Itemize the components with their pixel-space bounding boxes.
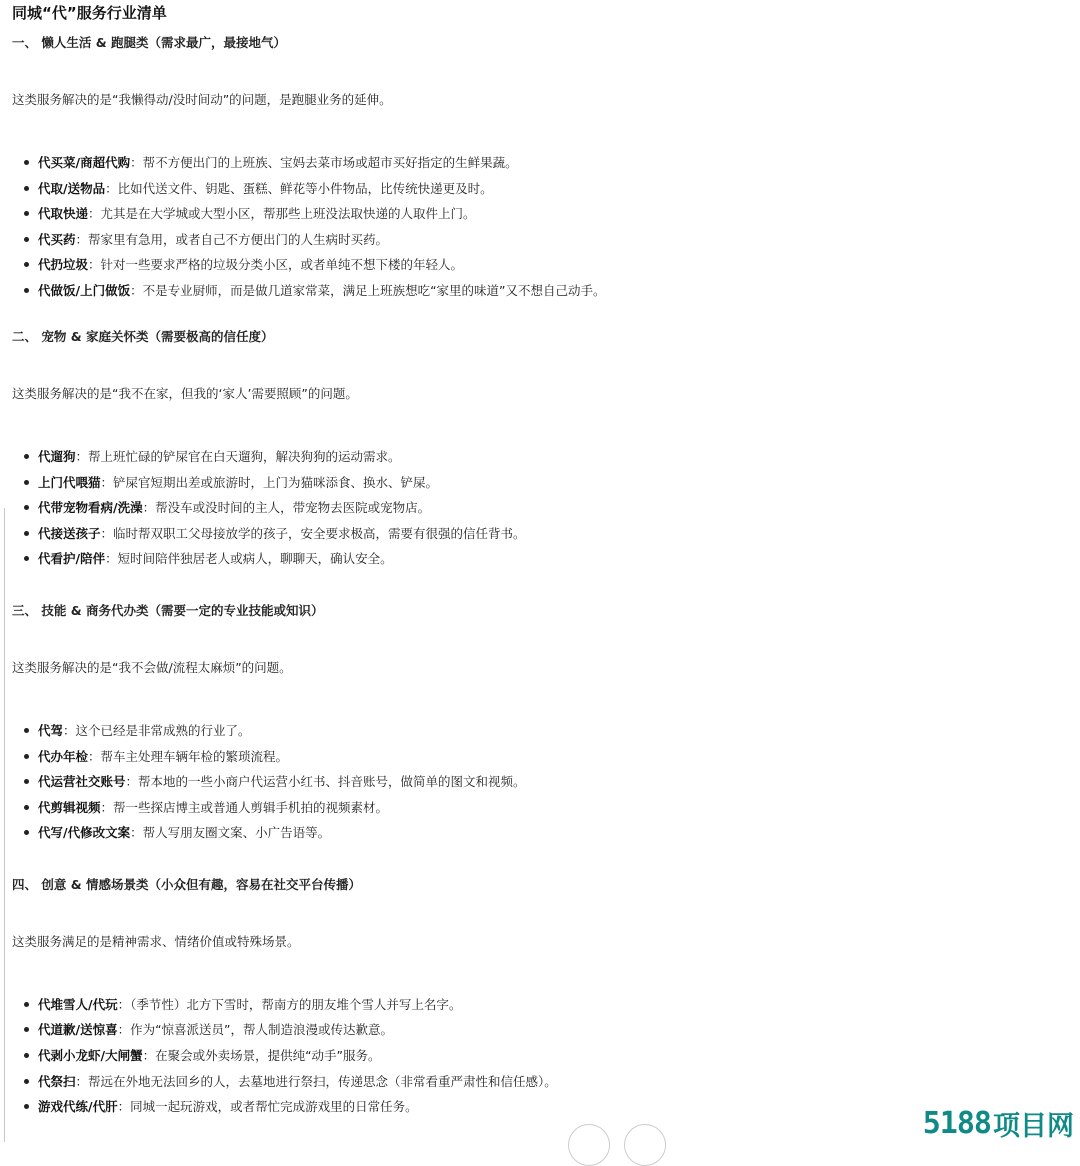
bullet-dot-icon	[24, 262, 29, 267]
service-description: ：同城一起玩游戏，或者帮忙完成游戏里的日常任务。	[117, 1099, 418, 1115]
service-description: ：尤其是在大学城或大型小区，帮那些上班没法取快递的人取件上门。	[88, 206, 476, 222]
service-description: ：帮车主处理车辆年检的繁琐流程。	[88, 748, 289, 764]
service-description: ：针对一些要求严格的垃圾分类小区，或者单纯不想下楼的年轻人。	[88, 257, 464, 273]
service-description: ：帮上班忙碌的铲屎官在白天遛狗，解决狗狗的运动需求。	[75, 448, 401, 464]
section-heading: 三、 技能 & 商务代办类（需要一定的专业技能或知识）	[12, 602, 324, 618]
circle-button-outline	[568, 1124, 610, 1166]
service-description: ：帮没车或没时间的主人，带宠物去医院或宠物店。	[142, 500, 431, 516]
section-3	[12, 601, 1072, 846]
service-description: ：作为“惊喜派送员”，帮人制造浪漫或传达歉意。	[117, 1022, 394, 1038]
bullet-dot-icon	[24, 1104, 29, 1109]
bullet-dot-icon	[24, 186, 29, 191]
list-item	[12, 795, 1072, 821]
section-1	[12, 33, 1072, 304]
watermark-number: 5188	[922, 1105, 991, 1141]
bullet-dot-icon	[24, 211, 29, 216]
bullet-dot-icon	[24, 1027, 29, 1032]
list-item	[12, 444, 1072, 470]
service-description: ：短时间陪伴独居老人或病人，聊聊天，确认安全。	[105, 551, 393, 567]
service-list	[12, 150, 1072, 304]
list-item	[12, 718, 1072, 744]
watermark-logo	[923, 1106, 1074, 1140]
circle-button-outline	[624, 1124, 666, 1166]
document-body	[12, 0, 1072, 1120]
list-item	[12, 227, 1072, 253]
section-heading: 四、 创意 & 情感场景类（小众但有趣，容易在社交平台传播）	[12, 876, 361, 892]
left-border-line	[4, 508, 5, 1142]
service-description: ：（季节性）北方下雪时，帮南方的朋友堆个雪人并写上名字。	[117, 996, 462, 1012]
service-description: ：在聚会或外卖场景，提供纯“动手”服务。	[142, 1048, 381, 1064]
section-2	[12, 327, 1072, 572]
service-term: 代剪辑视频	[38, 799, 101, 815]
bullet-dot-icon	[24, 505, 29, 510]
bullet-dot-icon	[24, 237, 29, 242]
bullet-dot-icon	[24, 1079, 29, 1084]
section-4	[12, 875, 1072, 1120]
service-description: ：不是专业厨师，而是做几道家常菜，满足上班族想吃“家里的味道”又不想自己动手。	[130, 282, 606, 298]
list-item	[12, 1017, 1072, 1043]
bullet-dot-icon	[24, 830, 29, 835]
bullet-dot-icon	[24, 754, 29, 759]
service-description: ：这个已经是非常成熟的行业了。	[63, 722, 251, 738]
service-description: ：帮本地的一些小商户代运营小红书、抖音账号，做简单的图文和视频。	[125, 774, 526, 790]
bullet-dot-icon	[24, 1002, 29, 1007]
list-item	[12, 201, 1072, 227]
service-term: 代接送孩子	[38, 525, 101, 541]
service-description: ：帮远在外地无法回乡的人，去墓地进行祭扫，传递思念（非常看重严肃性和信任感）。	[75, 1073, 557, 1089]
list-item	[12, 769, 1072, 795]
section-intro: 这类服务满足的是精神需求、情绪价值或特殊场景。	[12, 933, 300, 949]
section-heading: 一、 懒人生活 & 跑腿类（需求最广，最接地气）	[12, 35, 286, 50]
service-term: 代看护/陪伴	[38, 551, 106, 567]
list-item	[12, 1043, 1072, 1069]
list-item	[12, 820, 1072, 846]
service-list	[12, 992, 1072, 1120]
watermark-text: 项目网	[993, 1110, 1074, 1142]
service-term: 代办年检	[38, 748, 89, 764]
list-item	[12, 1094, 1072, 1120]
service-term: 上门代喂猫	[38, 474, 101, 490]
service-term: 代祭扫	[38, 1073, 76, 1089]
bullet-dot-icon	[24, 779, 29, 784]
list-item	[12, 521, 1072, 547]
bullet-dot-icon	[24, 288, 29, 293]
service-term: 代写/代修改文案	[38, 825, 131, 841]
service-list	[12, 718, 1072, 846]
page-title: 同城“代”服务行业清单	[12, 4, 167, 22]
service-term: 代取快递	[38, 206, 89, 222]
service-term: 代驾	[38, 722, 64, 738]
bullet-dot-icon	[24, 531, 29, 536]
service-list	[12, 444, 1072, 572]
service-term: 代做饭/上门做饭	[38, 282, 131, 298]
list-item	[12, 744, 1072, 770]
service-description: ：临时帮双职工父母接放学的孩子，安全要求极高，需要有很强的信任背书。	[100, 525, 526, 541]
bullet-dot-icon	[24, 1053, 29, 1058]
service-term: 代买药	[38, 231, 76, 247]
list-item	[12, 1069, 1072, 1095]
list-item	[12, 150, 1072, 176]
list-item	[12, 176, 1072, 202]
service-description: ：比如代送文件、钥匙、蛋糕、鲜花等小件物品，比传统快递更及时。	[105, 180, 493, 196]
list-item	[12, 992, 1072, 1018]
service-term: 游戏代练/代肝	[38, 1099, 118, 1115]
list-item	[12, 495, 1072, 521]
service-description: ：帮人写朋友圈文案、小广告语等。	[130, 825, 331, 841]
bullet-dot-icon	[24, 160, 29, 165]
bullet-dot-icon	[24, 728, 29, 733]
service-description: ：帮一些探店博主或普通人剪辑手机拍的视频素材。	[100, 799, 389, 815]
service-term: 代买菜/商超代购	[38, 155, 131, 170]
list-item	[12, 252, 1072, 278]
service-description: ：帮家里有急用，或者自己不方便出门的人生病时买药。	[75, 231, 389, 247]
service-term: 代道歉/送惊喜	[38, 1022, 118, 1038]
section-intro: 这类服务解决的是“我不在家，但我的‘家人’需要照顾”的问题。	[12, 385, 358, 401]
list-item	[12, 546, 1072, 572]
service-term: 代取/送物品	[38, 180, 106, 196]
list-item	[12, 278, 1072, 304]
section-intro: 这类服务解决的是“我不会做/流程太麻烦”的问题。	[12, 659, 292, 675]
service-term: 代遛狗	[38, 448, 76, 464]
bullet-dot-icon	[24, 454, 29, 459]
service-term: 代扔垃圾	[38, 257, 89, 273]
service-term: 代堆雪人/代玩	[38, 996, 118, 1012]
service-description: ：铲屎官短期出差或旅游时，上门为猫咪添食、换水、铲屎。	[100, 474, 439, 490]
service-term: 代运营社交账号	[38, 774, 126, 790]
sections-container	[12, 33, 1072, 1120]
section-heading: 二、 宠物 & 家庭关怀类（需要极高的信任度）	[12, 328, 274, 344]
bullet-dot-icon	[24, 480, 29, 485]
bullet-dot-icon	[24, 805, 29, 810]
section-intro: 这类服务解决的是“我懒得动/没时间动”的问题，是跑腿业务的延伸。	[12, 92, 392, 107]
service-description: ：帮不方便出门的上班族、宝妈去菜市场或超市买好指定的生鲜果蔬。	[130, 155, 518, 170]
bullet-dot-icon	[24, 556, 29, 561]
list-item	[12, 470, 1072, 496]
service-term: 代带宠物看病/洗澡	[38, 500, 143, 516]
service-term: 代剥小龙虾/大闸蟹	[38, 1048, 143, 1064]
